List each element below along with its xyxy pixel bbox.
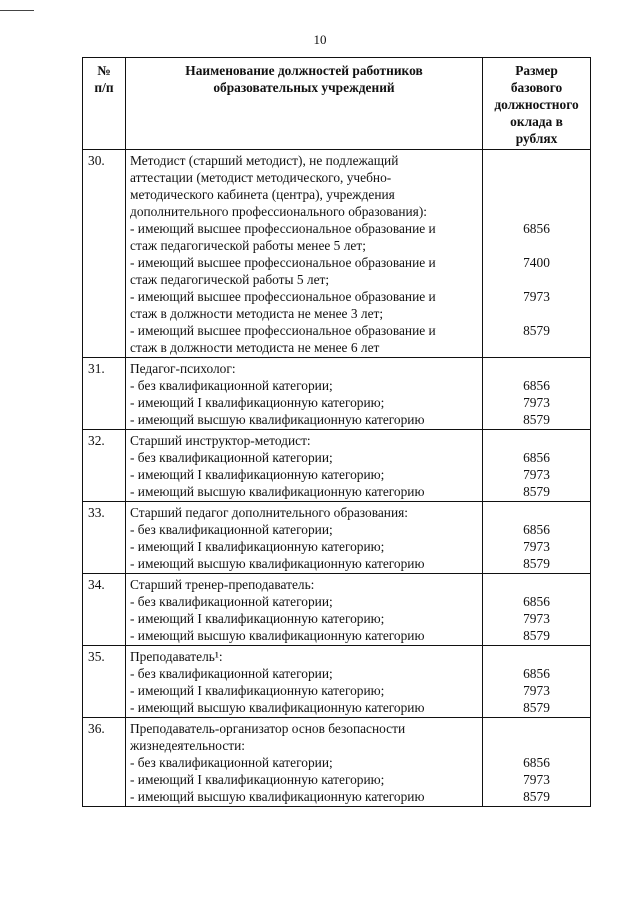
page-corner-mark	[0, 10, 34, 11]
position-name-line: - имеющий I квалификационную категорию;	[130, 683, 385, 698]
position-name-line: - имеющий высшую квалификационную категорию	[130, 628, 425, 643]
salary-spacer	[483, 152, 590, 169]
header-number-line: №	[97, 63, 111, 78]
table-row	[83, 574, 591, 646]
position-name-line: - имеющий высшую квалификационную категорию	[130, 700, 425, 715]
table-body	[83, 150, 591, 807]
position-name-line: - имеющий высшую квалификационную категорию	[130, 484, 425, 499]
position-name-line: - имеющий высшую квалификационную категорию	[130, 556, 425, 571]
header-position-name-line: Наименование должностей работников	[185, 63, 423, 78]
position-name-line: - имеющий I квалификационную категорию;	[130, 395, 385, 410]
position-name-line: - имеющий I квалификационную категорию;	[130, 611, 385, 626]
base-salary-cell	[483, 502, 591, 574]
salary-value: 6856	[523, 221, 550, 236]
position-name-cell	[126, 502, 483, 574]
salary-spacer	[483, 720, 590, 737]
salary-spacer	[483, 271, 590, 288]
header-base-salary-line: оклада в	[510, 114, 563, 129]
salary-spacer	[483, 504, 590, 521]
salary-table	[82, 57, 591, 807]
salary-value: 8579	[523, 789, 550, 804]
header-position-name-line: образовательных учреждений	[213, 80, 395, 95]
salary-spacer	[483, 186, 590, 203]
row-number: 33.	[83, 502, 126, 574]
table-row	[83, 502, 591, 574]
salary-spacer	[483, 339, 590, 356]
salary-value: 7973	[523, 395, 550, 410]
header-position-name	[126, 58, 483, 150]
position-name-line: Методист (старший методист), не подлежащий	[130, 153, 399, 168]
base-salary-cell	[483, 718, 591, 807]
position-name-line: - без квалификационной категории;	[130, 450, 333, 465]
salary-value: 8579	[523, 323, 550, 338]
position-name-line: - имеющий высшее профессиональное образование и	[130, 323, 436, 338]
table-row	[83, 150, 591, 358]
position-name-line: - имеющий высшее профессиональное образование и	[130, 221, 436, 236]
salary-value: 8579	[523, 556, 550, 571]
header-base-salary-line: Размер	[515, 63, 558, 78]
base-salary-cell	[483, 358, 591, 430]
salary-spacer	[483, 360, 590, 377]
salary-value: 7400	[523, 255, 550, 270]
base-salary-cell	[483, 430, 591, 502]
header-number	[83, 58, 126, 150]
position-name-line: дополнительного профессионального образования):	[130, 204, 428, 219]
page-number: 10	[313, 32, 327, 47]
table-header-row	[83, 58, 591, 150]
salary-spacer	[483, 169, 590, 186]
base-salary-cell	[483, 646, 591, 718]
position-name-line: - без квалификационной категории;	[130, 378, 333, 393]
salary-spacer	[483, 648, 590, 665]
salary-spacer	[483, 237, 590, 254]
row-number: 35.	[83, 646, 126, 718]
salary-value: 8579	[523, 412, 550, 427]
salary-value: 7973	[523, 467, 550, 482]
position-name-line: стаж в должности методиста не менее 3 лет;	[130, 306, 384, 321]
position-name-line: жизнедеятельности:	[130, 738, 246, 753]
row-number: 34.	[83, 574, 126, 646]
position-name-line: - имеющий I квалификационную категорию;	[130, 467, 385, 482]
salary-value: 8579	[523, 700, 550, 715]
position-name-line: стаж педагогической работы 5 лет;	[130, 272, 330, 287]
position-name-line: стаж в должности методиста не менее 6 лет	[130, 340, 380, 355]
position-name-line: Старший инструктор-методист:	[130, 433, 311, 448]
position-name-line: - имеющий высшее профессиональное образование и	[130, 289, 436, 304]
salary-value: 6856	[523, 666, 550, 681]
table-row	[83, 646, 591, 718]
table-row	[83, 718, 591, 807]
position-name-line: - имеющий I квалификационную категорию;	[130, 539, 385, 554]
salary-value: 8579	[523, 628, 550, 643]
header-base-salary-line: базового	[510, 80, 563, 95]
table-row	[83, 358, 591, 430]
position-name-line: - имеющий высшую квалификационную категорию	[130, 412, 425, 427]
row-number: 31.	[83, 358, 126, 430]
row-number: 30.	[83, 150, 126, 358]
position-name-line: методического кабинета (центра), учреждения	[130, 187, 395, 202]
salary-value: 7973	[523, 611, 550, 626]
header-base-salary-line: рублях	[515, 131, 558, 146]
salary-spacer	[483, 305, 590, 322]
position-name-cell	[126, 574, 483, 646]
table-row	[83, 430, 591, 502]
salary-spacer	[483, 737, 590, 754]
position-name-line: - имеющий I квалификационную категорию;	[130, 772, 385, 787]
salary-value: 7973	[523, 539, 550, 554]
header-base-salary	[483, 58, 591, 150]
position-name-line: Педагог-психолог:	[130, 361, 236, 376]
position-name-cell	[126, 150, 483, 358]
salary-value: 6856	[523, 594, 550, 609]
position-name-line: Преподаватель-организатор основ безопасности	[130, 721, 406, 736]
header-number-line: п/п	[94, 80, 114, 95]
position-name-cell	[126, 718, 483, 807]
position-name-line: - без квалификационной категории;	[130, 522, 333, 537]
salary-value: 6856	[523, 378, 550, 393]
position-name-line: - имеющий высшее профессиональное образование и	[130, 255, 436, 270]
position-name-line: - без квалификационной категории;	[130, 755, 333, 770]
row-number: 32.	[83, 430, 126, 502]
position-name-line: Старший педагог дополнительного образования:	[130, 505, 408, 520]
salary-value: 6856	[523, 522, 550, 537]
position-name-line: стаж педагогической работы менее 5 лет;	[130, 238, 366, 253]
row-number: 36.	[83, 718, 126, 807]
position-name-cell	[126, 646, 483, 718]
salary-value: 6856	[523, 450, 550, 465]
base-salary-cell	[483, 150, 591, 358]
salary-spacer	[483, 203, 590, 220]
position-name-line: - без квалификационной категории;	[130, 594, 333, 609]
salary-value: 7973	[523, 772, 550, 787]
position-name-line: - без квалификационной категории;	[130, 666, 333, 681]
header-base-salary-line: должностного	[494, 97, 579, 112]
salary-spacer	[483, 576, 590, 593]
position-name-line: Преподаватель¹:	[130, 649, 223, 664]
position-name-cell	[126, 358, 483, 430]
salary-spacer	[483, 432, 590, 449]
salary-value: 7973	[523, 683, 550, 698]
base-salary-cell	[483, 574, 591, 646]
position-name-line: - имеющий высшую квалификационную категорию	[130, 789, 425, 804]
position-name-line: аттестации (методист методического, учебно-	[130, 170, 392, 185]
salary-value: 7973	[523, 289, 550, 304]
position-name-cell	[126, 430, 483, 502]
salary-value: 6856	[523, 755, 550, 770]
salary-value: 8579	[523, 484, 550, 499]
position-name-line: Старший тренер-преподаватель:	[130, 577, 315, 592]
